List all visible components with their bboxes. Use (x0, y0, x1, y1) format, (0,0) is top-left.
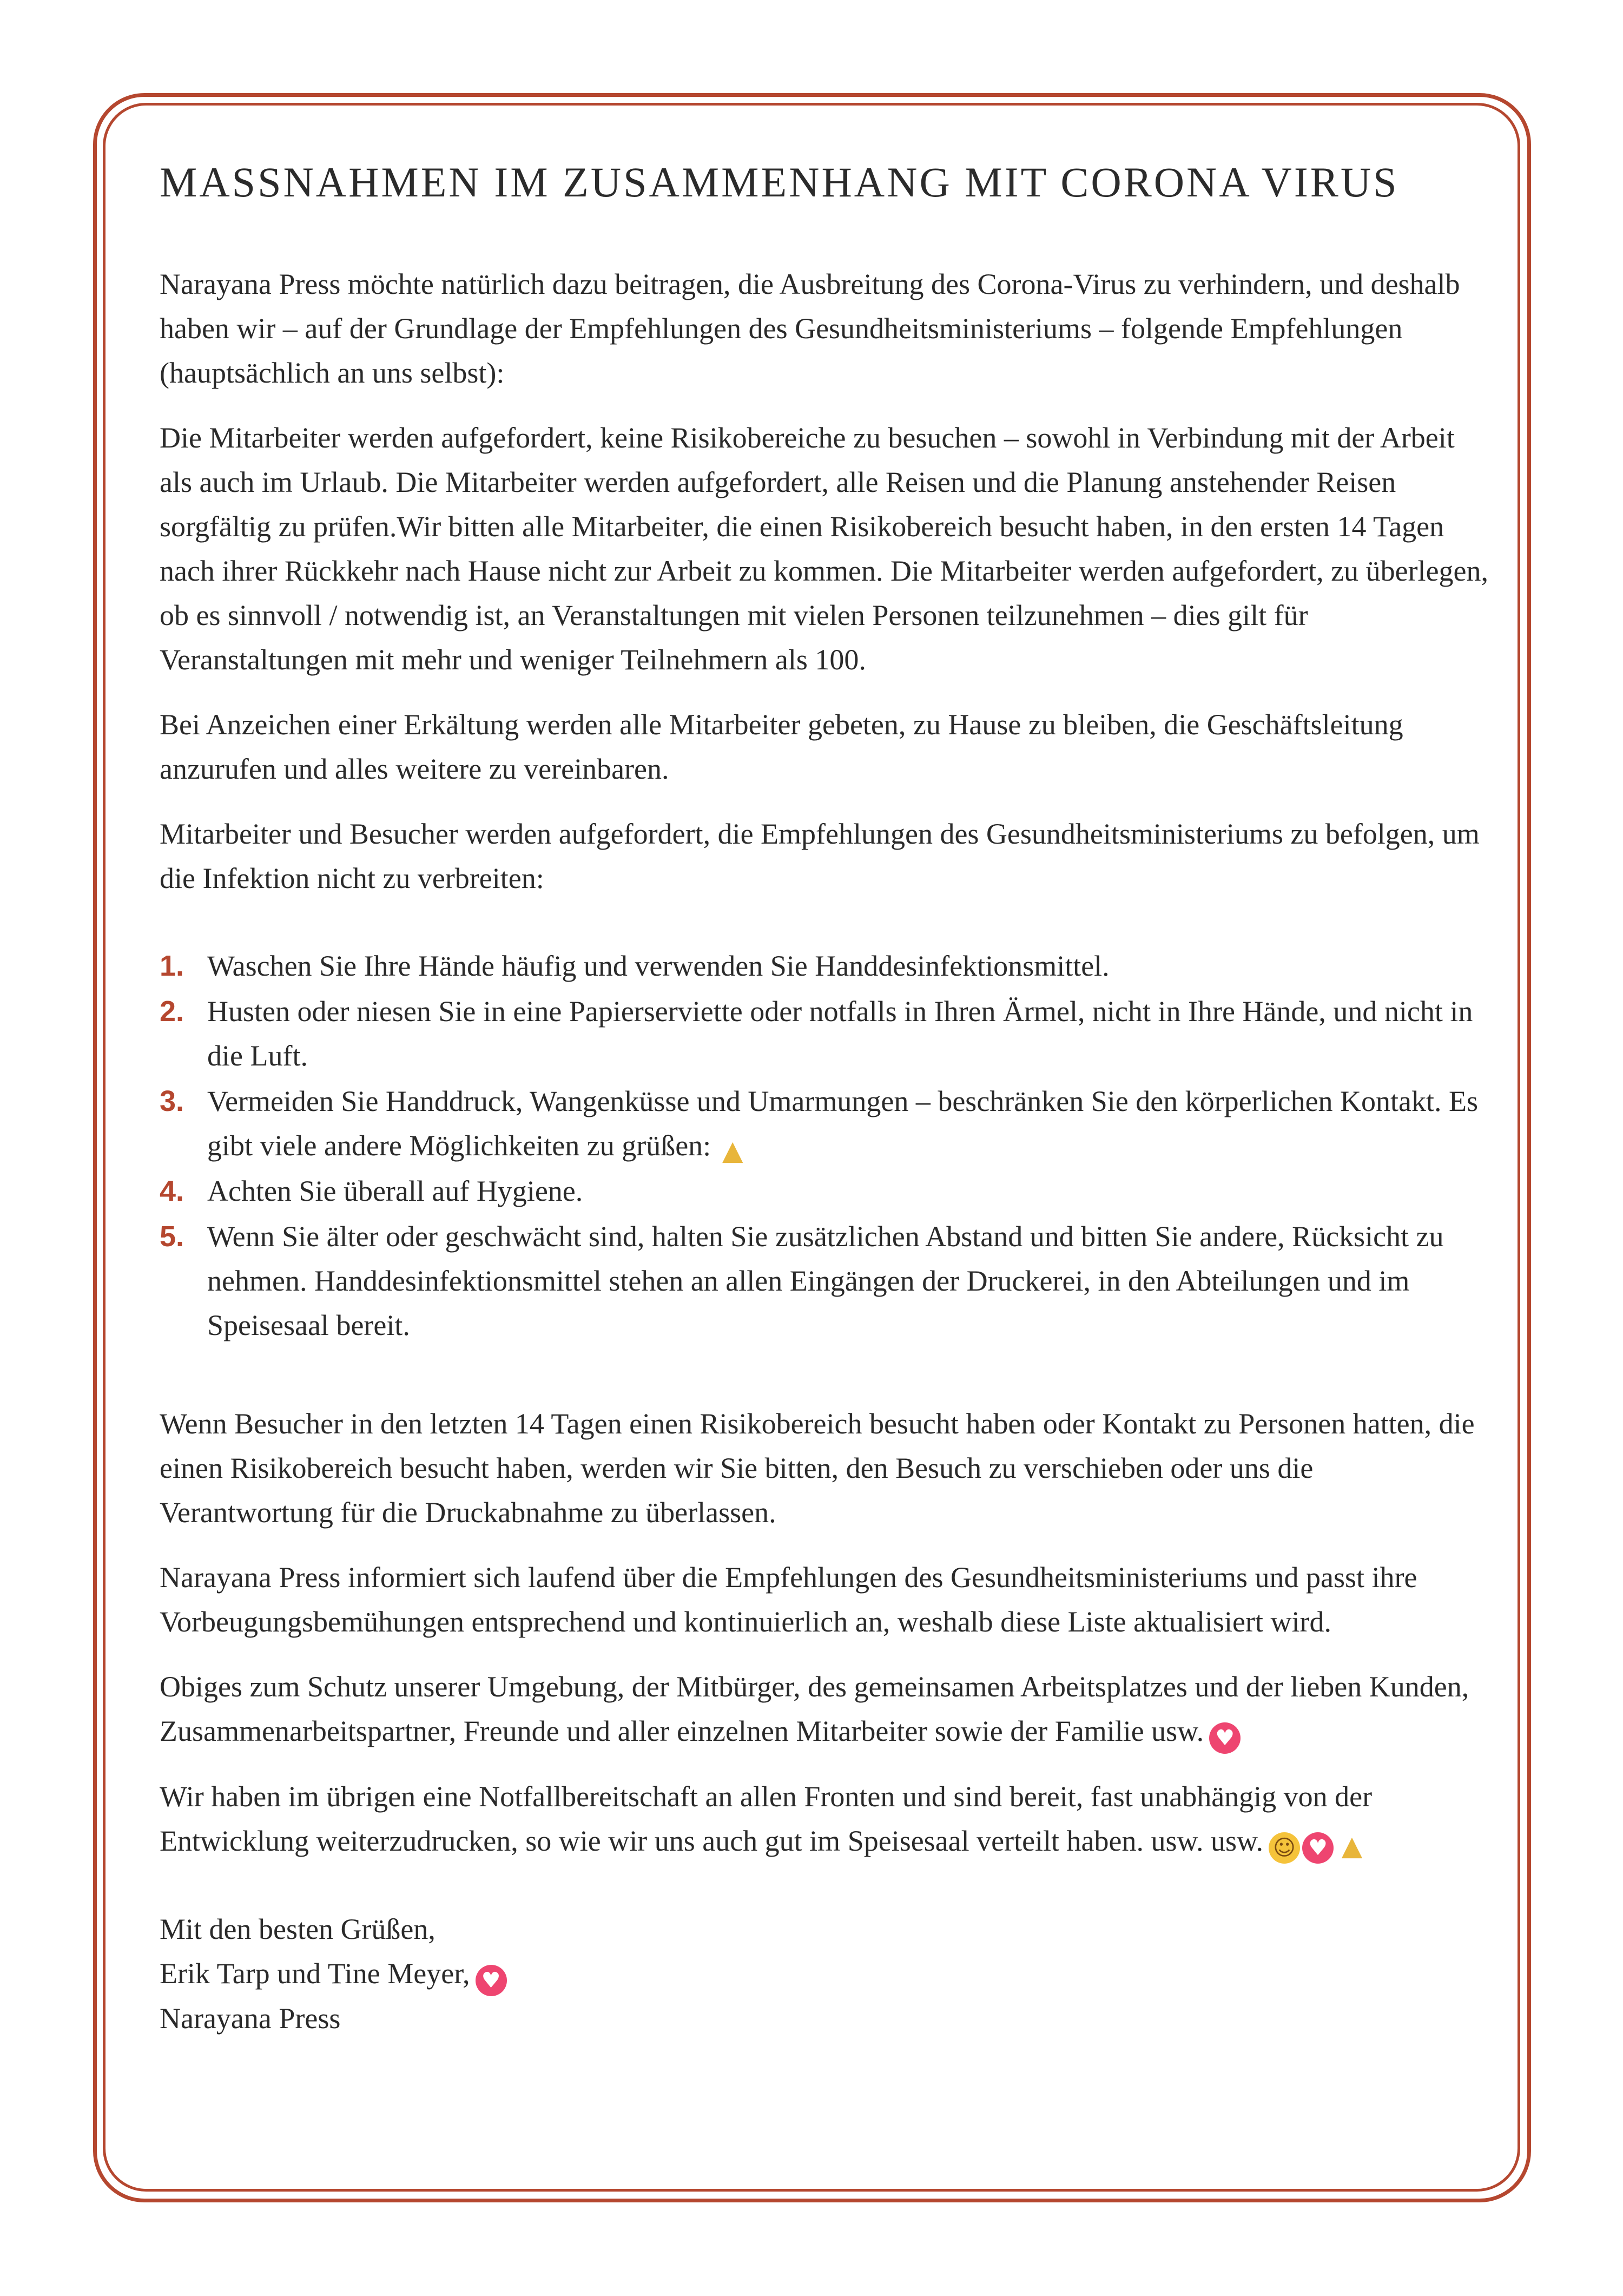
list-item (160, 989, 1490, 1078)
list-number: 2. (160, 995, 184, 1028)
letter-content (160, 157, 1490, 2041)
praying-hands-icon: ▲ (722, 1134, 743, 1166)
list-item (160, 1079, 1490, 1168)
employees-paragraph: Die Mitarbeiter werden aufgefordert, keine Risikobereiche zu besuchen – sowohl in Verbindung mit der Arbeit als auch im Urlaub. Die Mitarbeiter werden aufgefordert, alle Reisen und die Planung anstehender Reisen sorgfältig zu prüfen.Wir bitten alle Mitarbeiter, die einen Risikobereich besucht haben, in den ersten 14 Tagen nach ihrer Rückkehr nach Hause nicht zur Arbeit zu kommen. Die Mitarbeiter werden aufgefordert, zu überlegen, ob es sinnvoll / notwendig ist, an Veranstaltungen mit vielen Personen teilzunehmen – dies gilt für Veranstaltungen mit mehr und weniger Teilnehmern als 100. (160, 421, 1488, 676)
list-text: Wenn Sie älter oder geschwächt sind, halten Sie zusätzlichen Abstand und bitten Sie andere, Rücksicht zu nehmen. Handdesinfektionsmittel stehen an allen Eingängen der Druckerei, in den Abteilungen und im Speisesaal bereit. (207, 1220, 1444, 1341)
list-text: Waschen Sie Ihre Hände häufig und verwenden Sie Handdesinfektionsmittel. (207, 949, 1110, 982)
sign-off (160, 1907, 1490, 2041)
signatory-names: Erik Tarp und Tine Meyer, (160, 1957, 470, 1990)
list-text: Vermeiden Sie Handdruck, Wangenküsse und Umarmungen – beschränken Sie den körperlichen Kontakt. Es gibt viele andere Möglichkeiten zu grüßen: (207, 1084, 1479, 1162)
page-title: MASSNAHMEN IM ZUSAMMENHANG MIT CORONA VIRUS (160, 159, 1399, 206)
emergency-paragraph: Wir haben im übrigen eine Notfallbereitschaft an allen Fronten und sind bereit, fast unabhängig von der Entwicklung weiterzudrucken, so wie wir uns auch gut im Speisesaal verteilt haben. usw. usw. (160, 1780, 1373, 1857)
risk-visitors-paragraph: Wenn Besucher in den letzten 14 Tagen einen Risikobereich besucht haben oder Kontakt zu Personen hatten, die einen Risikobereich besucht haben, werden wir Sie bitten, den Besuch zu verschieben oder uns die Verantwortung für die Druckabnahme zu überlassen. (160, 1407, 1475, 1529)
list-number: 4. (160, 1174, 184, 1207)
cold-paragraph: Bei Anzeichen einer Erkältung werden alle Mitarbeiter gebeten, zu Hause zu bleiben, die Geschäftsleitung anzurufen und alles weitere zu vereinbaren. (160, 708, 1403, 785)
list-text: Husten oder niesen Sie in eine Papierserviette oder notfalls in Ihren Ärmel, nicht in Ihre Hände, und nicht in die Luft. (207, 995, 1473, 1072)
list-item (160, 1214, 1490, 1347)
recommendation-list (160, 944, 1490, 1347)
company-name: Narayana Press (160, 2002, 341, 2035)
updates-paragraph: Narayana Press informiert sich laufend über die Empfehlungen des Gesundheitsministeriums und passt ihre Vorbeugungsbemühungen entsprechend und kontinuierlich an, weshalb diese Liste aktualisiert wird. (160, 1561, 1417, 1638)
list-number: 5. (160, 1220, 184, 1253)
protection-paragraph: Obiges zum Schutz unserer Umgebung, der Mitbürger, des gemeinsamen Arbeitsplatzes und der lieben Kunden, Zusammenarbeitspartner, Freunde und aller einzelnen Mitarbeiter sowie der Familie usw. (160, 1670, 1469, 1747)
list-number: 1. (160, 949, 184, 982)
greeting: Mit den besten Grüßen, (160, 1912, 436, 1945)
list-text: Achten Sie überall auf Hygiene. (207, 1174, 583, 1207)
smile-icon: ☺ (1269, 1832, 1300, 1864)
praying-hands-icon: ▲ (1341, 1830, 1363, 1861)
heart-icon: ♥ (476, 1965, 507, 1996)
list-number: 3. (160, 1084, 184, 1117)
intro-paragraph: Narayana Press möchte natürlich dazu beitragen, die Ausbreitung des Corona-Virus zu verhindern, und deshalb haben wir – auf der Grundlage der Empfehlungen des Gesundheitsministeriums – folgende Empfehlungen (hauptsächlich an uns selbst): (160, 267, 1460, 389)
heart-icon: ♥ (1302, 1832, 1334, 1864)
list-item (160, 1169, 1490, 1213)
list-item (160, 944, 1490, 988)
visitors-paragraph: Mitarbeiter und Besucher werden aufgefordert, die Empfehlungen des Gesundheitsministeriums zu befolgen, um die Infektion nicht zu verbreiten: (160, 817, 1480, 894)
heart-icon: ♥ (1209, 1722, 1241, 1754)
